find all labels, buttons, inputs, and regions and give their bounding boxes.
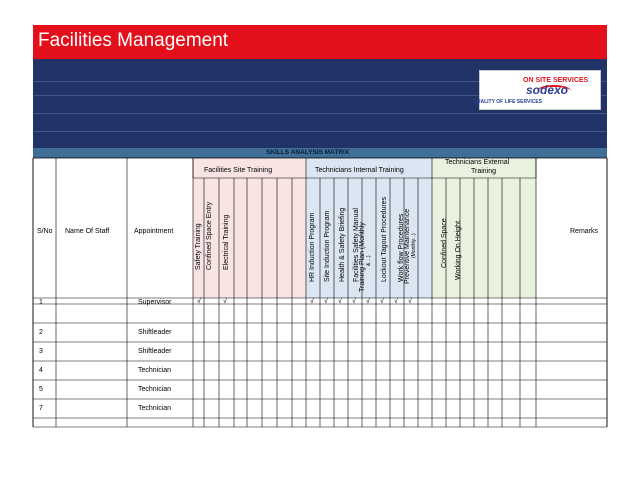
row-sno: 1 xyxy=(39,299,43,306)
skill-check-mark: √ xyxy=(310,298,314,305)
skill-check-mark: √ xyxy=(380,298,384,305)
logo-brand: sodexo xyxy=(526,83,569,97)
group-external-label-line2: Training xyxy=(471,168,497,175)
logo-onsite-text: ON SITE SERVICES xyxy=(523,77,589,84)
group-external-label-line1: Technicians External xyxy=(445,159,510,166)
skill-check-mark: √ xyxy=(324,298,328,305)
col-sno-header: S/No xyxy=(37,228,53,235)
matrix-title: SKILLS ANALYSIS MATRIX xyxy=(266,149,350,156)
skill-header: Confined Space xyxy=(441,218,448,268)
skill-header: HR Induction Program xyxy=(309,212,316,282)
skill-check-mark: √ xyxy=(197,298,201,305)
col-name-header: Name Of Staff xyxy=(65,228,110,235)
overlap-label: Preventive Maintenance xyxy=(404,208,411,284)
skill-header: Confined Space Entry xyxy=(206,201,213,270)
skill-header: Site Induction Program xyxy=(324,210,331,282)
skill-check-mark: √ xyxy=(223,298,227,305)
skill-header: Work flow Procedures xyxy=(398,213,405,282)
row-sno: 5 xyxy=(39,386,43,393)
skill-check-mark: √ xyxy=(352,298,356,305)
row-sno: 7 xyxy=(39,405,43,412)
row-sno: 3 xyxy=(39,348,43,355)
overlap-label: Training Plan (Monthly xyxy=(359,222,366,292)
col-appointment-header: Appointment xyxy=(134,228,174,235)
skill-check-mark: √ xyxy=(338,298,342,305)
row-appointment: Technician xyxy=(138,386,172,393)
overlap-label: (Monthly...) xyxy=(411,233,417,258)
logo-tagline: QUALITY OF LIFE SERVICES xyxy=(473,99,542,105)
overlap-label: & ...) xyxy=(366,255,372,266)
page-title: Facilities Management xyxy=(38,30,229,51)
row-appointment: Shiftleader xyxy=(138,348,172,355)
skill-check-mark: √ xyxy=(366,298,370,305)
row-sno: 4 xyxy=(39,367,43,374)
row-appointment: Technician xyxy=(138,367,172,374)
skill-header: Working On Height xyxy=(455,220,462,280)
row-appointment: Technician xyxy=(138,405,172,412)
skill-header: Safety Training xyxy=(195,223,202,270)
skill-header: Health & Safety Briefing xyxy=(339,207,346,282)
skill-check-mark: √ xyxy=(408,298,412,305)
skill-check-mark: √ xyxy=(394,298,398,305)
col-remarks-header: Remarks xyxy=(570,228,599,235)
skill-header: Lockout Tagout Procedures xyxy=(381,196,388,282)
row-appointment: Supervisor xyxy=(138,299,172,306)
row-sno: 2 xyxy=(39,329,43,336)
skill-header: Electrical Training xyxy=(223,214,230,270)
group-internal-label: Technicians Internal Training xyxy=(315,167,404,174)
row-appointment: Shiftleader xyxy=(138,329,172,336)
group-site-label: Facilities Site Training xyxy=(204,167,273,174)
skill-header: Facilities Safety Manual xyxy=(353,208,360,282)
